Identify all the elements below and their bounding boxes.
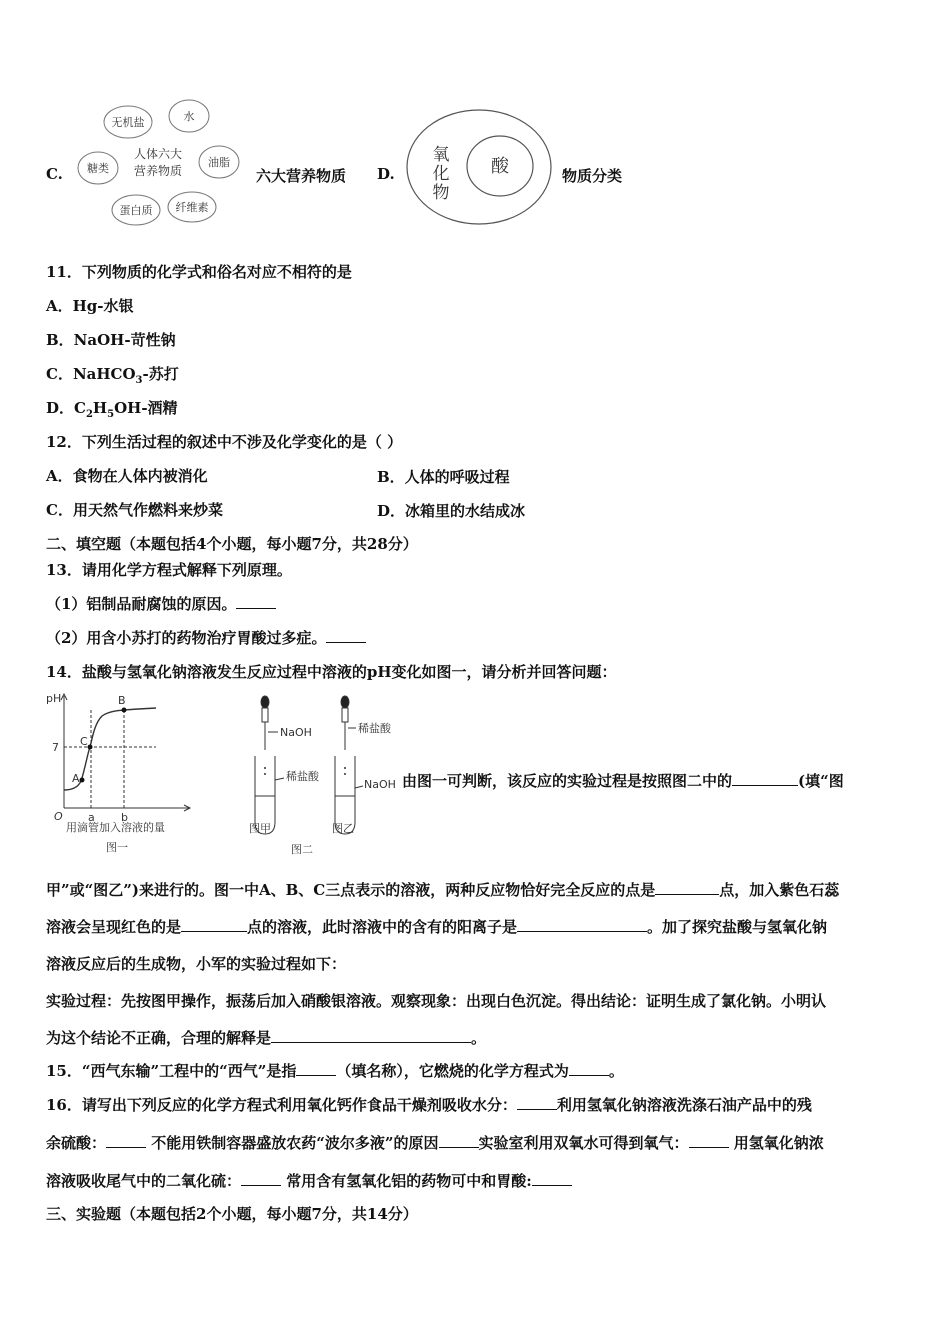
nutrient-item-4: 纤维素 [175,201,209,214]
figure-yi-caption: 图乙 [332,822,354,835]
answer-blank[interactable] [106,1133,146,1148]
section-3-heading: 三、实验题（本题包括2个小题，每小题7分，共14分） [46,1205,418,1223]
option-c-label: C. [46,165,63,183]
a-tick-label: a [88,811,95,824]
nutrient-item-5: 蛋白质 [119,204,153,217]
pointer-hcl [275,778,284,780]
answer-blank[interactable] [532,1171,572,1186]
substance-classification-diagram [405,108,555,226]
figure-1-caption: 图一 [106,841,128,854]
point-b-marker [122,708,127,713]
b-tick-label: b [121,811,128,824]
option-d-label: D. [377,165,395,183]
q16-line-2: 余硫酸： 不能用铁制容器盛放农药“波尔多液”的原因 实验室利用双氧水可得到氧气： 用氢氧化钠浓 [46,1134,824,1152]
q13-part-2: （2）用含小苏打的药物治疗胃酸过多症。 [46,628,366,648]
answer-blank[interactable] [655,880,719,895]
dilute-hcl-dropper-label: 稀盐酸 [358,722,391,735]
figure-2-caption: 图二 [291,843,313,856]
option-d-caption: 物质分类 [562,167,623,185]
oxide-char-3: 物 [432,183,450,203]
q15: 15．“西气东输”工程中的“西气”是指 （填名称），它燃烧的化学方程式为 。 [46,1062,624,1080]
answer-blank[interactable] [732,771,798,786]
option-c-caption: 六大营养物质 [256,167,347,185]
q11-option-d: D．$C_2H_5OH-$酒精 [46,399,178,420]
oxide-char-1: 氧 [432,145,450,165]
q11-stem: 11．下列物质的化学式和俗名对应不相符的是 [46,263,352,281]
q14-body [46,872,906,1057]
nutrient-center-1: 人体六大 [133,147,183,161]
ph-curve-figure [44,690,194,856]
oxide-char-2: 化 [432,164,450,184]
answer-blank[interactable] [569,1061,609,1076]
q12-option-a: A．食物在人体内被消化 [46,467,208,485]
origin-label: O [54,810,63,823]
q11-option-b: B．NaOH-苛性钠 [46,331,176,349]
q12-option-c: C．用天然气作燃料来炒菜 [46,501,223,519]
nutrient-item-2: 水 [183,110,195,123]
pointer-naoh-solution [355,786,363,788]
answer-blank[interactable] [271,1028,471,1043]
nutrient-item-3: 油脂 [208,156,230,169]
q14-stem: 14．盐酸与氢氧化钠溶液发生反应过程中溶液的pH变化如图一，请分析并回答问题： [46,663,617,681]
nutrient-center-2: 营养物质 [133,164,183,178]
figure-jia-caption-visible: 图甲 [249,822,271,835]
section-2-heading: 二、填空题（本题包括4个小题，每小题7分，共28分） [46,535,418,553]
q12-option-b: B．人体的呼吸过程 [377,468,510,486]
hcl-tube-label: 稀盐酸 [286,770,319,783]
oxide-circle [407,110,551,224]
answer-blank[interactable] [689,1133,729,1148]
answer-blank[interactable] [236,594,276,609]
point-c-label: C [80,735,88,748]
point-c-marker [88,745,93,750]
answer-blank[interactable] [439,1133,479,1148]
q12-stem: 12．下列生活过程的叙述中不涉及化学变化的是（ ） [46,433,403,451]
nutrient-item-1: 无机盐 [111,116,145,129]
point-a-label: A [72,772,80,785]
q14-line-4: 实验过程：先按图甲操作，振荡后加入硝酸银溶液。观察现象：出现白色沉淀。得出结论：证明生成了氯化钠。小明认 [46,992,827,1010]
q14-line-5: 为这个结论不正确，合理的解释是 。 [46,1029,487,1047]
q14-line-1: 甲”或“图乙”)来进行的。图一中A、B、C三点表示的溶液，两种反应物恰好完全反应的点是 点，加入紫色石蕊 [46,881,840,899]
answer-blank[interactable] [326,628,366,643]
q11-option-a: A．Hg-水银 [46,297,134,315]
naoh-tube-label: NaOH [364,778,396,791]
dropper-bulb-jia [261,696,269,708]
q14-side-text: 由图一可判断，该反应的实验过程是按照图二中的 (填“图 [402,772,844,790]
q16-line-1: 16．请写出下列反应的化学方程式利用氧化钙作食品干燥剂吸收水分： 利用氢氧化钠溶液洗涤石油产品中的残 [46,1096,812,1114]
q13-part-1: （1）铝制品耐腐蚀的原因。 [46,594,276,614]
point-a-marker [80,778,85,783]
answer-blank[interactable] [241,1171,281,1186]
acid-label: 酸 [491,156,509,177]
q14-line-2: 溶液会呈现红色的是 点的溶液，此时溶液中的含有的阳离子是 。加了探究盐酸与氢氧化钠 [46,918,828,936]
answer-blank[interactable] [517,917,647,932]
q13-stem: 13．请用化学方程式解释下列原理。 [46,561,292,579]
dropper-bulb-yi [341,696,349,708]
answer-blank[interactable] [296,1061,336,1076]
q16 [46,1086,906,1200]
nutrients-diagram [66,96,246,226]
dropper-body-jia [262,708,268,722]
nutrient-item-6: 糖类 [87,162,109,175]
x-axis-label: 用滴管加入溶液的量 [66,821,165,834]
naoh-dropper-label: NaOH [280,726,312,739]
q11-option-c: C．NaHCO$_3$-苏打 [46,365,179,386]
dropper-body-yi [342,708,348,722]
q12-option-d: D．冰箱里的水结成冰 [377,502,526,520]
answer-blank[interactable] [181,917,247,932]
ph-axis-label: pH [46,692,62,705]
ph7-label: 7 [52,741,59,754]
point-b-label: B [118,694,126,707]
q16-line-3: 溶液吸收尾气中的二氧化硫： 常用含有氢氧化铝的药物可中和胃酸: [46,1162,906,1200]
q14-line-3: 溶液反应后的生成物，小军的实验过程如下： [46,955,347,973]
answer-blank[interactable] [517,1095,557,1110]
